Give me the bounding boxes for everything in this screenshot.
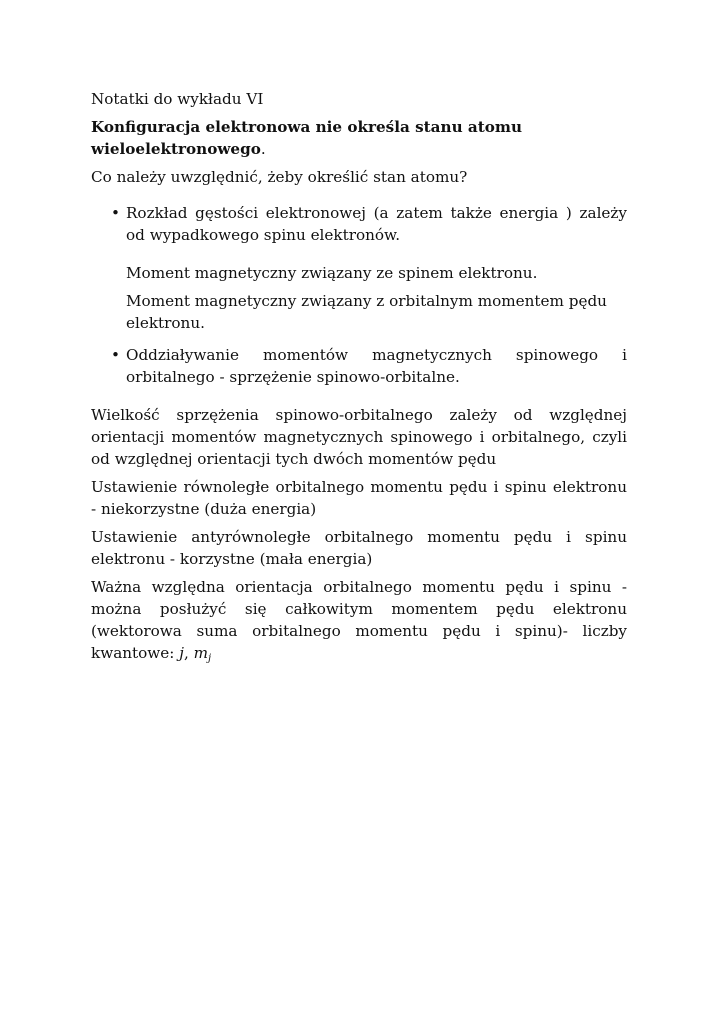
bullet-icon: • — [111, 346, 120, 364]
bullet-list — [91, 202, 627, 388]
bullet-item-text: Oddziaływanie momentów magnetycznych spinowego i orbitalnego - sprzężenie spinowo-orbitalne. — [126, 346, 627, 386]
lead-sentence — [91, 116, 627, 160]
paragraph-coupling-magnitude: Wielkość sprzężenia spinowo-orbitalnego zależy od względnej orientacji momentów magnetycznych spinowego i orbitalnego, czyli od względnej orientacji tych dwóch momentów pędu — [91, 406, 627, 468]
quantum-number-m: m — [193, 644, 208, 662]
bullet-icon: • — [111, 204, 120, 222]
lead-bold-text: Konfiguracja elektronowa nie określa stanu atomu wieloelektronowego — [91, 118, 522, 158]
lead-punctuation: . — [260, 140, 266, 158]
bullet-item-spin-orbit — [91, 344, 627, 388]
quantum-number-j: j — [179, 644, 184, 662]
moment-spin-line: Moment magnetyczny związany ze spinem elektronu. — [126, 264, 538, 282]
document-page — [91, 88, 627, 676]
paragraph-antiparallel-orientation: Ustawienie antyrównoległe orbitalnego momentu pędu i spinu elektronu - korzystne (mała energia) — [91, 528, 627, 568]
paragraph-parallel-orientation: Ustawienie równoległe orbitalnego momentu pędu i spinu elektronu - niekorzystne (duża energia) — [91, 478, 627, 518]
quantum-number-separator: , — [183, 644, 194, 662]
paragraph-text: Ważna względna orientacja orbitalnego momentu pędu i spinu - można posłużyć się całkowitym momentem pędu elektronu (wektorowa suma orbitalnego momentu pędu i spinu)- liczby kwantowe: — [91, 578, 627, 662]
lecture-header: Notatki do wykładu VI — [91, 90, 264, 108]
bullet-item-electron-density — [91, 202, 627, 246]
bullet-item-text: Rozkład gęstości elektronowej (a zatem także energia ) zależy od wypadkowego spinu elektronów. — [126, 204, 627, 244]
quantum-number-m-subscript: j — [208, 653, 212, 664]
moment-orbital-line: Moment magnetyczny związany z orbitalnym momentem pędu elektronu. — [126, 292, 607, 332]
question-line: Co należy uwzględnić, żeby określić stan atomu? — [91, 168, 468, 186]
paragraph-total-angular-momentum — [91, 576, 627, 670]
